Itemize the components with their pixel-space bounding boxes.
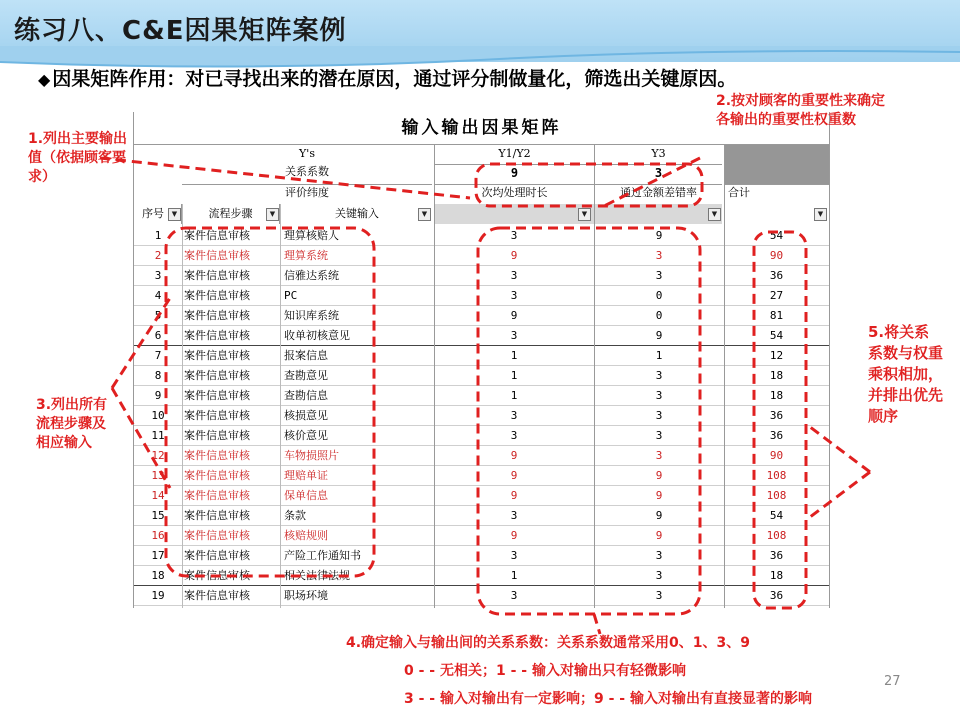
row-y1-score: 3 bbox=[510, 589, 518, 602]
row-y1-score: 1 bbox=[510, 349, 518, 362]
row-y2-score: 9 bbox=[655, 329, 663, 342]
row-total: 27 bbox=[769, 289, 784, 302]
row-seq: 11 bbox=[151, 429, 165, 442]
step-filter-icon[interactable]: ▼ bbox=[266, 208, 279, 221]
row-total: 36 bbox=[769, 409, 784, 422]
row-input: 职场环境 bbox=[284, 589, 328, 602]
row-y1-score: 1 bbox=[510, 369, 518, 382]
row-input: 车物损照片 bbox=[284, 449, 339, 462]
y-column-header-1: Y1/Y2 bbox=[434, 146, 594, 163]
row-y1-score: 9 bbox=[510, 489, 518, 502]
row-step: 案件信息审核 bbox=[184, 409, 250, 422]
row-step: 案件信息审核 bbox=[184, 349, 250, 362]
input-filter-icon[interactable]: ▼ bbox=[418, 208, 431, 221]
row-y1-score: 3 bbox=[510, 549, 518, 562]
row-seq: 3 bbox=[154, 269, 162, 282]
row-seq: 9 bbox=[154, 389, 162, 402]
row-total: 18 bbox=[769, 389, 784, 402]
row-step: 案件信息审核 bbox=[184, 369, 250, 382]
row-input: PC bbox=[284, 289, 298, 302]
row-total: 54 bbox=[769, 229, 784, 242]
row-input: 保单信息 bbox=[284, 489, 328, 502]
row-step: 案件信息审核 bbox=[184, 249, 250, 262]
row-y2-score: 9 bbox=[655, 229, 663, 242]
row-input: 报案信息 bbox=[284, 349, 328, 362]
row-step: 案件信息审核 bbox=[184, 329, 250, 342]
y2-filter-icon[interactable]: ▼ bbox=[708, 208, 721, 221]
row-step: 案件信息审核 bbox=[184, 489, 250, 502]
row-step: 案件信息审核 bbox=[184, 289, 250, 302]
matrix-title: 输入输出因果矩阵 bbox=[134, 112, 829, 145]
totals-connector-bottom bbox=[806, 472, 870, 520]
note-inputs: 3.列出所有流程步骤及相应输入 bbox=[36, 397, 108, 451]
weights-dashed-box bbox=[476, 164, 702, 206]
row-seq: 10 bbox=[151, 409, 165, 422]
row-y2-score: 3 bbox=[655, 549, 663, 562]
seq-header: 序号 bbox=[134, 204, 182, 224]
dimension-y2: 通过金额差错率 bbox=[594, 184, 722, 201]
row-total: 54 bbox=[769, 329, 784, 342]
weight-y1[interactable]: 9 bbox=[434, 164, 594, 182]
row-step: 案件信息审核 bbox=[184, 429, 250, 442]
row-total: 36 bbox=[769, 269, 784, 282]
weight-y2[interactable]: 3 bbox=[594, 164, 722, 182]
row-y1-score: 9 bbox=[510, 449, 518, 462]
row-seq: 2 bbox=[154, 249, 162, 262]
row-y1-score: 9 bbox=[510, 249, 518, 262]
subtitle-text: 因果矩阵作用：对已寻找出来的潜在原因，通过评分制做量化，筛选出关键原因。 bbox=[52, 68, 737, 90]
row-y2-score: 3 bbox=[655, 409, 663, 422]
row-seq: 6 bbox=[154, 329, 162, 342]
inputs-dashed-box bbox=[166, 228, 374, 576]
row-input: 查勘意见 bbox=[284, 369, 328, 382]
row-total: 36 bbox=[769, 429, 784, 442]
row-input: 理赔单证 bbox=[284, 469, 328, 482]
row-y1-score: 9 bbox=[510, 529, 518, 542]
row-y1-score: 3 bbox=[510, 509, 518, 522]
row-total: 18 bbox=[769, 569, 784, 582]
row-input: 知识库系统 bbox=[284, 309, 339, 322]
row-seq: 12 bbox=[151, 449, 165, 462]
row-y2-score: 3 bbox=[655, 589, 663, 602]
row-total: 90 bbox=[769, 449, 784, 462]
row-y2-score: 9 bbox=[655, 469, 663, 482]
totals-dashed-box bbox=[754, 232, 806, 608]
dimension-y1: 次均处理时长 bbox=[434, 184, 594, 201]
row-input: 收单初核意见 bbox=[284, 329, 350, 342]
row-y1-score: 9 bbox=[510, 309, 518, 322]
row-y2-score: 3 bbox=[655, 269, 663, 282]
row-step: 案件信息审核 bbox=[184, 549, 250, 562]
row-total: 108 bbox=[766, 469, 787, 482]
note-coefficients: 4.确定输入与输出间的关系系数：关系系数通常采用0、1、3、9 bbox=[346, 635, 751, 651]
total-filter-icon[interactable]: ▼ bbox=[814, 208, 827, 221]
row-y2-score: 1 bbox=[655, 349, 663, 362]
seq-filter-icon[interactable]: ▼ bbox=[168, 208, 181, 221]
row-total: 108 bbox=[766, 489, 787, 502]
row-seq: 8 bbox=[154, 369, 162, 382]
row-total: 81 bbox=[769, 309, 784, 322]
row-total: 36 bbox=[769, 589, 784, 602]
input-header: 关键输入 bbox=[335, 207, 379, 220]
total-label: 合计 bbox=[724, 184, 829, 201]
row-step: 案件信息审核 bbox=[184, 309, 250, 322]
row-y1-score: 3 bbox=[510, 289, 518, 302]
row-y2-score: 9 bbox=[655, 529, 663, 542]
row-total: 54 bbox=[769, 509, 784, 522]
relation-label: 关系系数 bbox=[285, 165, 329, 178]
row-y1-score: 1 bbox=[510, 389, 518, 402]
row-y2-score: 9 bbox=[655, 509, 663, 522]
note-coefficient-0-1: 0 - - 无相关；1 - - 输入对输出只有轻微影响 bbox=[404, 663, 686, 679]
row-seq: 14 bbox=[151, 489, 165, 502]
row-input: 相关法律法规 bbox=[284, 569, 350, 582]
row-total: 18 bbox=[769, 369, 784, 382]
row-y1-score: 3 bbox=[510, 229, 518, 242]
row-step: 案件信息审核 bbox=[184, 449, 250, 462]
row-total: 90 bbox=[769, 249, 784, 262]
note-outputs: 1.列出主要输出值（依据顾客要求） bbox=[28, 131, 128, 185]
row-y2-score: 0 bbox=[655, 309, 663, 322]
row-seq: 13 bbox=[151, 469, 165, 482]
row-y1-score: 9 bbox=[510, 469, 518, 482]
row-seq: 16 bbox=[151, 529, 165, 542]
row-input: 核赔规则 bbox=[284, 529, 328, 542]
row-seq: 18 bbox=[151, 569, 165, 582]
row-y2-score: 3 bbox=[655, 249, 663, 262]
page-number: 27 bbox=[884, 674, 901, 689]
row-input: 核价意见 bbox=[284, 429, 328, 442]
row-total: 36 bbox=[769, 549, 784, 562]
y1-filter-icon[interactable]: ▼ bbox=[578, 208, 591, 221]
row-step: 案件信息审核 bbox=[184, 529, 250, 542]
totals-connector-top bbox=[806, 424, 870, 472]
row-total: 108 bbox=[766, 529, 787, 542]
note-weights: 2.按对顾客的重要性来确定各输出的重要性权重数 bbox=[716, 93, 886, 128]
row-step: 案件信息审核 bbox=[184, 469, 250, 482]
bullet-icon: ◆ bbox=[38, 70, 51, 89]
inputs-connector-bottom bbox=[112, 388, 170, 488]
row-input: 条款 bbox=[284, 509, 306, 522]
row-step: 案件信息审核 bbox=[184, 509, 250, 522]
row-y2-score: 3 bbox=[655, 369, 663, 382]
row-seq: 4 bbox=[154, 289, 162, 302]
coefficients-dashed-box bbox=[478, 228, 700, 614]
row-input: 核损意见 bbox=[284, 409, 328, 422]
row-seq: 15 bbox=[151, 509, 165, 522]
row-y1-score: 3 bbox=[510, 269, 518, 282]
row-seq: 7 bbox=[154, 349, 162, 362]
row-total: 12 bbox=[769, 349, 784, 362]
row-step: 案件信息审核 bbox=[184, 269, 250, 282]
row-step: 案件信息审核 bbox=[184, 229, 250, 242]
row-step: 案件信息审核 bbox=[184, 389, 250, 402]
row-input: 信雅达系统 bbox=[284, 269, 339, 282]
outputs-connector bbox=[100, 158, 470, 198]
note-priority: 5.将关系系数与权重乘积相加，并排出优先顺序 bbox=[868, 323, 944, 425]
row-y2-score: 3 bbox=[655, 429, 663, 442]
row-step: 案件信息审核 bbox=[184, 589, 250, 602]
ys-label: Y's bbox=[299, 147, 315, 160]
row-y1-score: 3 bbox=[510, 409, 518, 422]
note-coefficient-3-9: 3 - - 输入对输出有一定影响；9 - - 输入对输出有直接显著的影响 bbox=[404, 691, 812, 707]
row-input: 产险工作通知书 bbox=[284, 549, 361, 562]
row-seq: 1 bbox=[154, 229, 162, 242]
step-header: 流程步骤 bbox=[182, 204, 280, 224]
row-input: 理算核赔人 bbox=[284, 229, 339, 242]
row-y2-score: 3 bbox=[655, 569, 663, 582]
dimension-label: 评价纬度 bbox=[182, 184, 432, 201]
row-seq: 19 bbox=[151, 589, 165, 602]
row-y2-score: 9 bbox=[655, 489, 663, 502]
row-step: 案件信息审核 bbox=[184, 569, 250, 582]
y-column-header-2: Y3 bbox=[594, 146, 722, 163]
row-seq: 5 bbox=[154, 309, 162, 322]
row-seq: 17 bbox=[151, 549, 165, 562]
inputs-connector-top bbox=[112, 298, 170, 388]
row-y1-score: 3 bbox=[510, 329, 518, 342]
row-input: 理算系统 bbox=[284, 249, 328, 262]
row-input: 查勘信息 bbox=[284, 389, 328, 402]
coefficients-connector bbox=[594, 614, 600, 634]
row-y1-score: 1 bbox=[510, 569, 518, 582]
row-y2-score: 0 bbox=[655, 289, 663, 302]
slide-title: 练习八、C&E因果矩阵案例 bbox=[14, 16, 347, 46]
row-y2-score: 3 bbox=[655, 449, 663, 462]
row-y2-score: 3 bbox=[655, 389, 663, 402]
row-y1-score: 3 bbox=[510, 429, 518, 442]
